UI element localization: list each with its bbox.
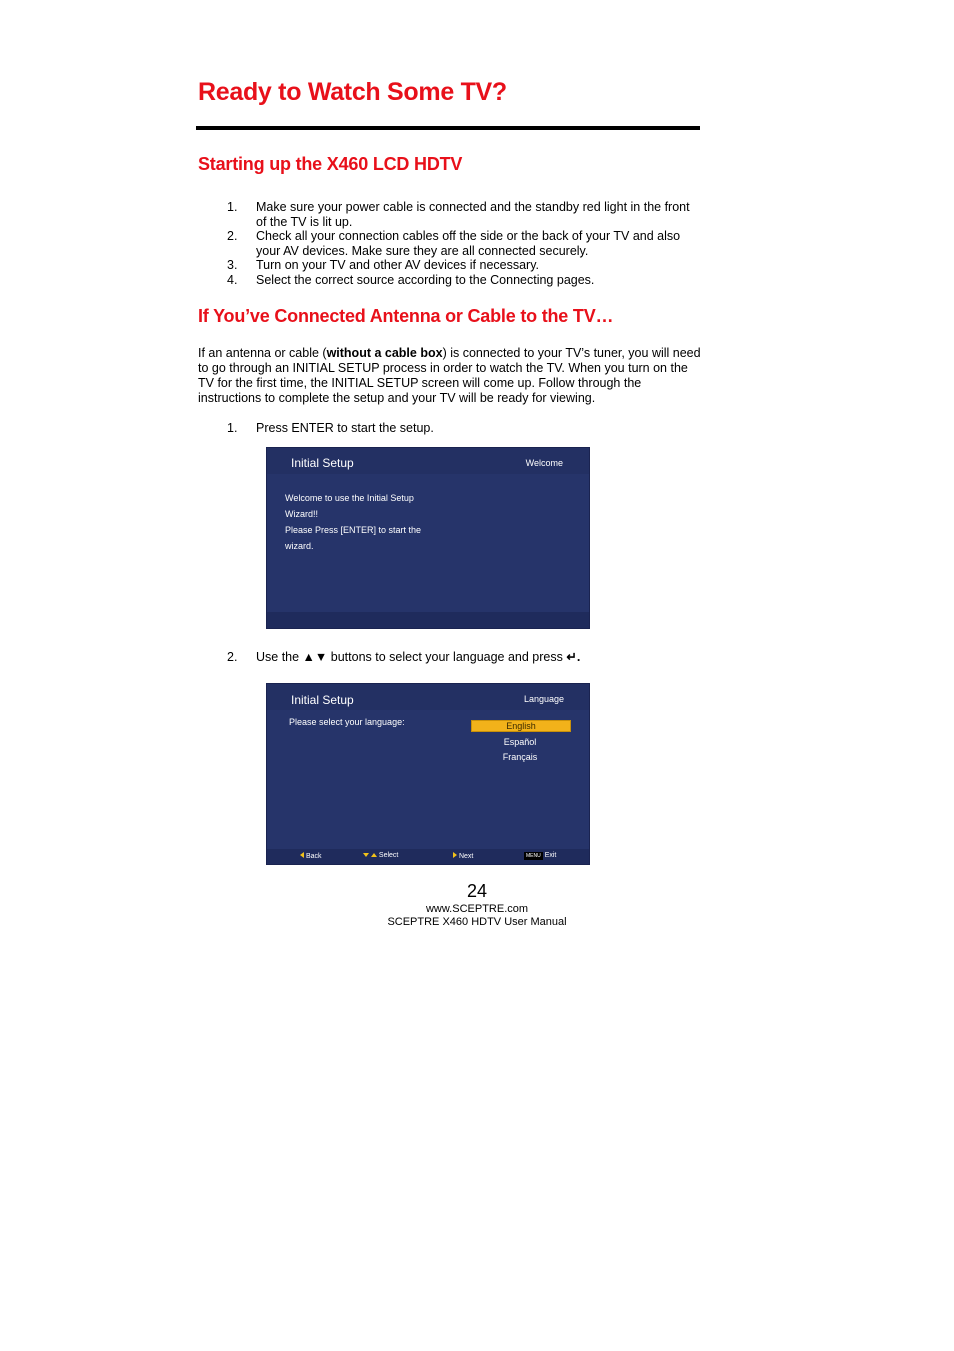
footer-site: www.SCEPTRE.com xyxy=(425,903,529,915)
language-option-espanol[interactable]: Español xyxy=(503,737,537,747)
next-label: Next xyxy=(458,853,474,860)
screen-line: Welcome to use the Initial Setup xyxy=(285,493,414,503)
list-item: Make sure your power cable is connected and the standby red light in the front of the TV is lit up. xyxy=(256,200,690,229)
step-text: Press ENTER to start the setup. xyxy=(256,421,434,435)
screen-title: Initial Setup xyxy=(291,693,354,707)
language-option-english[interactable]: English xyxy=(471,720,571,732)
step-text xyxy=(256,650,701,665)
list-item: Check all your connection cables off the side or the back of your TV and also your AV devices. Make sure they are all connected securely. xyxy=(256,229,681,258)
step-text-part: . xyxy=(576,650,581,664)
exit-label: Exit xyxy=(544,852,557,859)
screen-label: Language xyxy=(523,694,564,704)
page-title: Ready to Watch Some TV? xyxy=(198,78,507,106)
section-heading-antenna: If You’ve Connected Antenna or Cable to the TV… xyxy=(198,306,614,326)
list-number: 2. xyxy=(227,229,238,243)
list-item: Turn on your TV and other AV devices if necessary. xyxy=(256,258,540,272)
page-number: 24 xyxy=(466,881,488,901)
back-hint xyxy=(300,852,322,860)
antenna-paragraph xyxy=(198,346,701,406)
list-number: 1. xyxy=(227,200,238,214)
para-bold: without a cable box xyxy=(326,346,443,360)
screen-label: Welcome xyxy=(525,458,563,468)
screen-header xyxy=(267,448,589,474)
exit-hint xyxy=(524,852,556,859)
left-arrow-icon xyxy=(300,852,304,858)
step-text-part: Use the ▲▼ buttons to select your language and press xyxy=(256,650,567,664)
screen-header xyxy=(267,684,589,710)
para-text: If an antenna or cable ( xyxy=(198,346,327,360)
setup-screen-language xyxy=(266,683,590,865)
screen-line: Please Press [ENTER] to start the xyxy=(285,525,422,535)
select-hint xyxy=(363,852,398,859)
list-item: Select the correct source according to the Connecting pages. xyxy=(256,273,595,287)
screen-line: wizard. xyxy=(285,541,314,551)
footer-manual: SCEPTRE X460 HDTV User Manual xyxy=(387,916,567,928)
right-arrow-icon xyxy=(453,852,457,858)
setup-screen-welcome xyxy=(266,447,590,629)
menu-badge: MENU xyxy=(526,853,541,859)
language-option-francais[interactable]: Français xyxy=(502,752,538,762)
step-number: 1. xyxy=(227,421,238,435)
step-number: 2. xyxy=(227,650,238,664)
enter-icon: ↵ xyxy=(566,650,577,664)
next-hint xyxy=(453,852,473,860)
down-arrow-icon xyxy=(363,853,369,857)
back-label: Back xyxy=(305,853,322,860)
title-rule xyxy=(196,126,700,130)
screen-line: Wizard!! xyxy=(285,509,319,519)
up-arrow-icon xyxy=(371,853,377,857)
select-label: Select xyxy=(378,852,399,859)
list-number: 4. xyxy=(227,273,238,287)
list-number: 3. xyxy=(227,258,238,272)
para-text: ) is connected to your TV’s tuner, you will need to go through an INITIAL SETUP process in order to watch the TV. When you turn on the TV for the first time, the INITIAL SETUP screen will come up. Follow through the instructions to complete the setup and your TV will be ready for viewing. xyxy=(198,346,701,405)
screen-footer xyxy=(267,612,589,628)
language-prompt: Please select your language: xyxy=(289,717,405,727)
screen-title: Initial Setup xyxy=(291,456,354,470)
section-heading-startup: Starting up the X460 LCD HDTV xyxy=(198,154,463,174)
screen-footer xyxy=(267,849,589,864)
